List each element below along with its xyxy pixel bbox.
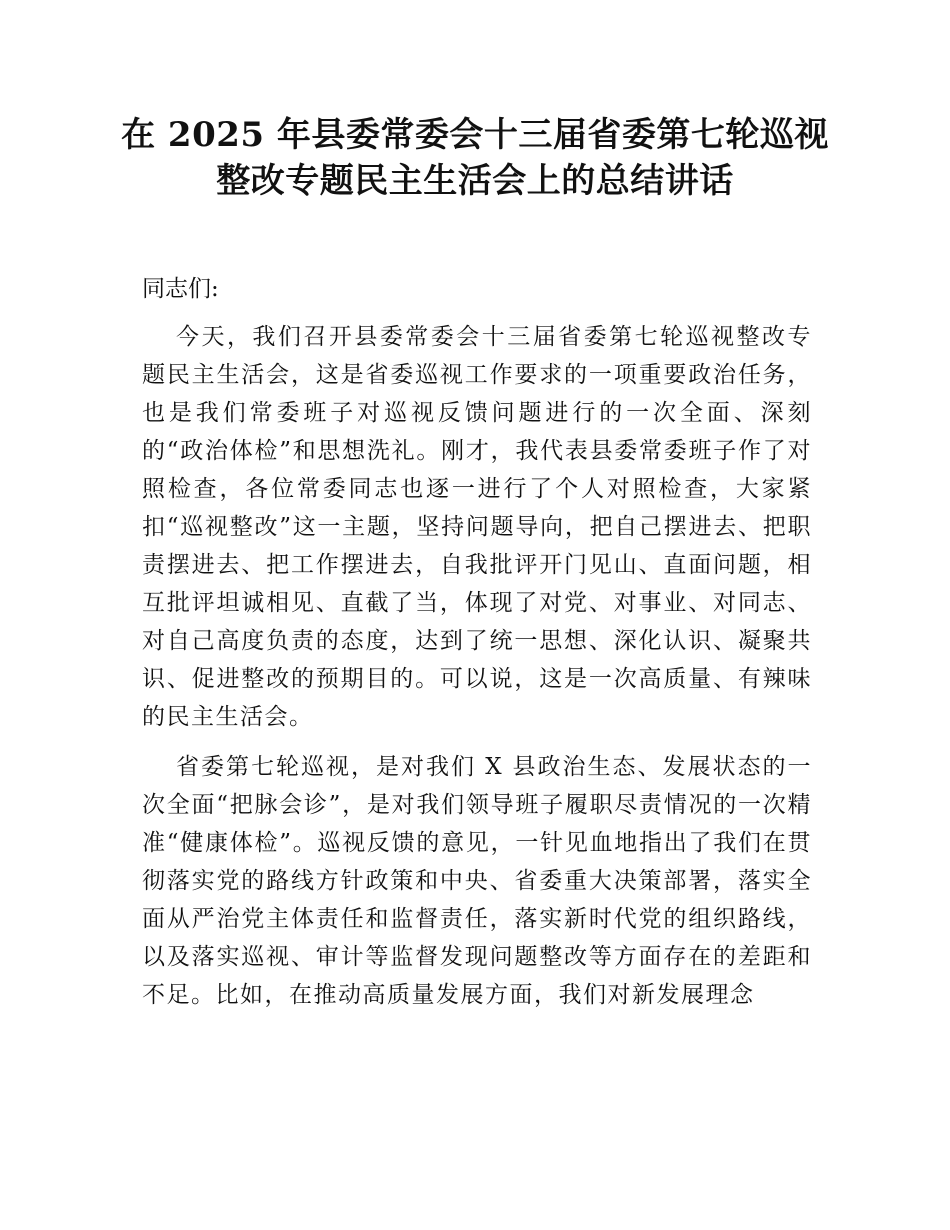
paragraph-2: 省委第七轮巡视，是对我们 X 县政治生态、发展状态的一次全面“把脉会诊”，是对我们领导班子履职尽责情况的一次精准“健康体检”。巡视反馈的意见，一针见血地指出了我们在贯彻落实党的路线方针政策和中央、省委重大决策部署，落实全面从严治党主体责任和监督责任，落实新时代党的组织路线，以及落实巡视、审计等监督发现问题整改等方面存在的差距和不足。比如，在推动高质量发展方面，我们对新发展理念 — [142, 754, 812, 1008]
document-title — [0, 112, 950, 204]
salutation: 同志们: — [142, 276, 219, 302]
title-line-1: 在 2025 年县委常委会十三届省委第七轮巡视 — [121, 115, 829, 155]
paragraph-1: 今天，我们召开县委常委会十三届省委第七轮巡视整改专题民主生活会，这是省委巡视工作要求的一项重要政治任务，也是我们常委班子对巡视反馈问题进行的一次全面、深刻的“政治体检”和思想洗礼。刚才，我代表县委常委班子作了对照检查，各位常委同志也逐一进行了个人对照检查，大家紧扣“巡视整改”这一主题，坚持问题导向，把自己摆进去、把职责摆进去、把工作摆进去，自我批评开门见山、直面问题，相互批评坦诚相见、直截了当，体现了对党、对事业、对同志、对自己高度负责的态度，达到了统一思想、深化认识、凝聚共识、促进整改的预期目的。可以说，这是一次高质量、有辣味的民主生活会。 — [142, 324, 812, 730]
title-line-2: 整改专题民主生活会上的总结讲话 — [216, 161, 734, 201]
document-body — [142, 270, 812, 1026]
